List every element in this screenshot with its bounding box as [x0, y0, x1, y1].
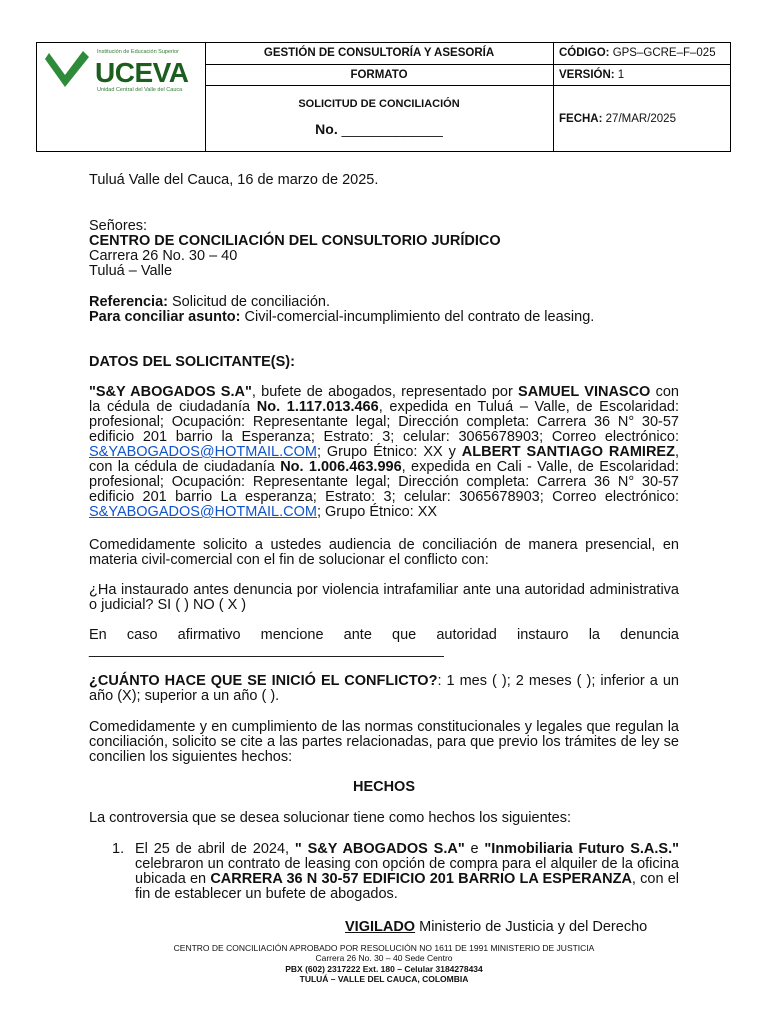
- hechos-heading: HECHOS: [352, 779, 416, 795]
- vigilado-line: VIGILADO Ministerio de Justicia y del Derecho: [345, 919, 648, 935]
- compliance-paragraph: Comedidamente y en cumplimiento de las normas constitucionales y legales que regulan la conciliación, solicito se cite a las partes relacionadas, para que previo los trámites de ley se concilien los siguientes hechos:: [89, 719, 679, 765]
- header-version: VERSIÓN: 1: [559, 69, 625, 81]
- place-date: Tuluá Valle del Cauca, 16 de marzo de 2025.: [89, 172, 379, 188]
- document-header: [36, 42, 731, 152]
- fact-1: El 25 de abril de 2024, " S&Y ABOGADOS S.A" e "Inmobiliaria Futuro S.A.S." celebraron un contrato de leasing con opción de compra para el alquiler de la oficina ubicada en CARRERA 36 N 30-57 EDIFICIO 201 BARRIO LA ESPERANZA, con el fin de establecer un bufete de abogados.: [135, 841, 679, 902]
- applicant-details: "S&Y ABOGADOS S.A", bufete de abogados, representado por SAMUEL VINASCO con la cédula de ciudadanía No. 1.117.013.466, expedida en Tuluá – Valle, de Escolaridad: profesional; Ocupación: Representante legal; Dirección completa: Carrera 36 N° 30-57 edificio 201 barrio la Esperanza; Estrato: 3; celular: 3065678903; Correo electrónico: S&YABOGADOS@HOTMAIL.COM; Grupo Étnico: XX y ALBERT SANTIAGO RAMIREZ, con la cédula de ciudadanía No. 1.006.463.996, expedida en Cali - Valle, de Escolaridad: profesional; Ocupación: Representante legal; Dirección completa: Carrera 36 N° 30-57 edificio 201 barrio La esperanza; Estrato: 3; celular: 3065678903; Correo electrónico: S&YABOGADOS@HOTMAIL.COM; Grupo Étnico: XX: [89, 384, 679, 520]
- logo-bottom-text: Unidad Central del Valle del Cauca: [97, 87, 183, 93]
- uceva-emblem-icon: [45, 47, 91, 91]
- header-number: No. _____________: [315, 121, 443, 137]
- logo-top-text: Institución de Educación Superior: [97, 49, 179, 55]
- recipient-city: Tuluá – Valle: [89, 263, 173, 279]
- item-number: 1.: [112, 841, 125, 857]
- header-codigo: CÓDIGO: GPS–GCRE–F–025: [559, 47, 716, 59]
- authority-blank: ____________________________________________: [89, 642, 444, 658]
- header-fecha: FECHA: 27/MAR/2025: [559, 113, 676, 125]
- email-link-1[interactable]: S&YABOGADOS@HOTMAIL.COM: [89, 444, 317, 460]
- header-formato: FORMATO: [350, 69, 408, 81]
- reference: Referencia: Solicitud de conciliación.: [89, 294, 330, 310]
- logo-brand: UCEVA: [95, 57, 189, 88]
- footer-address: Carrera 26 No. 30 – 40 Sede Centro: [315, 953, 453, 963]
- subject: Para conciliar asunto: Civil-comercial-incumplimiento del contrato de leasing.: [89, 309, 595, 325]
- footer-resolution: CENTRO DE CONCILIACIÓN APROBADO POR RESOLUCIÓN NO 1611 DE 1991 MINISTERIO DE JUSTICIA: [173, 943, 595, 953]
- hechos-intro: La controversia que se desea solucionar tiene como hechos los siguientes:: [89, 810, 572, 826]
- email-link-2[interactable]: S&YABOGADOS@HOTMAIL.COM: [89, 504, 317, 520]
- violence-question: ¿Ha instaurado antes denuncia por violencia intrafamiliar ante una autoridad administrativa o judicial? SI ( ) NO ( X ): [89, 582, 679, 613]
- applicant-heading: DATOS DEL SOLICITANTE(S):: [89, 354, 295, 370]
- recipient-address: Carrera 26 No. 30 – 40: [89, 248, 238, 264]
- conflict-duration: ¿CUÁNTO HACE QUE SE INICIÓ EL CONFLICTO?: 1 mes ( ); 2 meses ( ); inferior a un año (X); superior a un año ( ).: [89, 673, 679, 704]
- footer-city: TULUÁ – VALLE DEL CAUCA, COLOMBIA: [299, 974, 469, 984]
- recipient: CENTRO DE CONCILIACIÓN DEL CONSULTORIO JURÍDICO: [89, 233, 501, 249]
- footer-phone: PBX (602) 2317222 Ext. 180 – Celular 3184278434: [285, 964, 483, 974]
- uceva-logo: [45, 47, 205, 93]
- authority-question: En caso afirmativo mencione ante que autoridad instauro la denuncia: [89, 627, 679, 643]
- header-title: GESTIÓN DE CONSULTORÍA Y ASESORÍA: [263, 47, 495, 59]
- header-form-name: SOLICITUD DE CONCILIACIÓN: [298, 98, 460, 110]
- salutation: Señores:: [89, 218, 148, 234]
- request-paragraph: Comedidamente solicito a ustedes audiencia de conciliación de manera presencial, en materia civil-comercial con el fin de solucionar el conflicto con:: [89, 537, 679, 568]
